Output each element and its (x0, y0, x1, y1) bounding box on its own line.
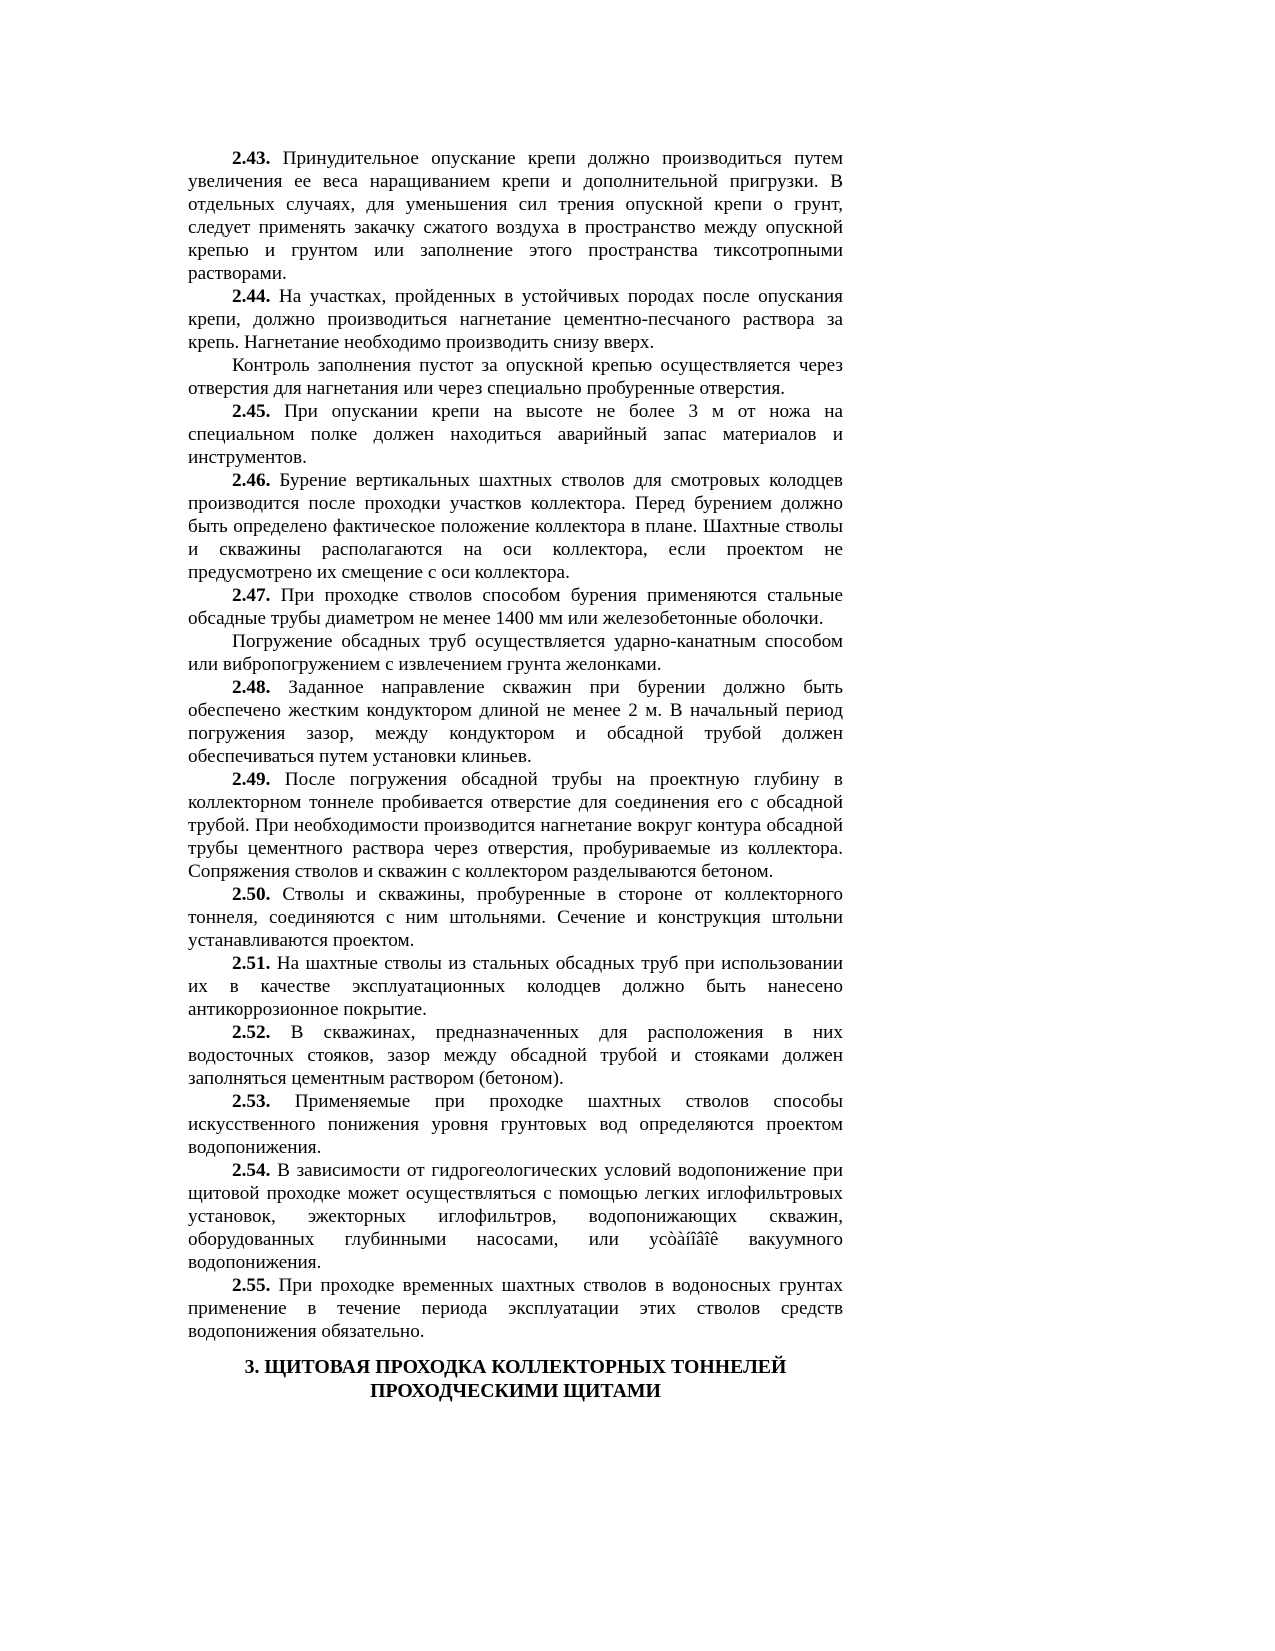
paragraph-text: После погружения обсадной трубы на проектную глубину в коллекторном тоннеле пробивается отверстие для соединения его с обсадной трубой. При необходимости производится нагнетание вокруг контура обсадной трубы цементного раствора через отверстия, пробуриваемые из коллектора. Сопряжения стволов и скважин с коллектором разделываются бетоном. (188, 769, 843, 882)
paragraph-text: Погружение обсадных труб осуществляется ударно-канатным способом или вибропогружением с извлечением грунта желонками. (188, 631, 843, 675)
paragraph-text: При опускании крепи на высоте не более 3 м от ножа на специальном полке должен находиться аварийный запас материалов и инструментов. (188, 401, 843, 468)
paragraph (188, 952, 843, 1021)
paragraph-number: 2.43. (232, 148, 271, 169)
paragraph-text: Принудительное опускание крепи должно производиться путем увеличения ее веса наращиванием крепи и дополнительной пригрузки. В отдельных случаях, для уменьшения сил трения опускной крепи о грунт, следует применять закачку сжатого воздуха в пространство между опускной крепью и грунтом или заполнение этого пространства тиксотропными растворами. (188, 148, 843, 284)
paragraph (188, 676, 843, 768)
paragraph-number: 2.53. (232, 1091, 271, 1112)
paragraph (188, 1090, 843, 1159)
paragraph (188, 469, 843, 584)
paragraph (188, 285, 843, 354)
paragraph (188, 1159, 843, 1274)
paragraph-text: При проходке временных шахтных стволов в водоносных грунтах применение в течение периода эксплуатации этих стволов средств водопонижения обязательно. (188, 1275, 843, 1342)
paragraph-number: 2.52. (232, 1022, 271, 1043)
paragraph (188, 584, 843, 630)
paragraph-text: В зависимости от гидрогеологических условий водопонижение при щитовой проходке может осуществляться с помощью легких иглофильтровых установок, эжекторных иглофильтров, водопонижающих скважин, оборудованных глубинными насосами, или усòàíîâîê вакуумного водопонижения. (188, 1160, 843, 1273)
paragraph-text: Заданное направление скважин при бурении должно быть обеспечено жестким кондуктором длиной не менее 2 м. В начальный период погружения зазор, между кондуктором и обсадной трубой должен обеспечиваться путем установки клиньев. (188, 677, 843, 767)
paragraph-number: 2.46. (232, 470, 271, 491)
document-page (188, 147, 843, 1403)
paragraph (188, 1021, 843, 1090)
paragraph-number: 2.49. (232, 769, 271, 790)
paragraph-number: 2.54. (232, 1160, 271, 1181)
section-heading-line-2: ПРОХОДЧЕСКИМИ ЩИТАМИ (370, 1380, 661, 1402)
paragraph-text: Бурение вертикальных шахтных стволов для смотровых колодцев производится после проходки участков коллектора. Перед бурением должно быть определено фактическое положение коллектора в плане. Шахтные стволы и скважины располагаются на оси коллектора, если проектом не предусмотрено их смещение с оси коллектора. (188, 470, 843, 583)
paragraph-number: 2.50. (232, 884, 271, 905)
paragraph-text: Применяемые при проходке шахтных стволов способы искусственного понижения уровня грунтовых вод определяются проектом водопонижения. (188, 1091, 843, 1158)
paragraph (188, 354, 843, 400)
paragraph-text: В скважинах, предназначенных для расположения в них водосточных стояков, зазор между обсадной трубой и стояками должен заполняться цементным раствором (бетоном). (188, 1022, 843, 1089)
paragraph-text: Стволы и скважины, пробуренные в стороне от коллекторного тоннеля, соединяются с ним штольнями. Сечение и конструкция штольни устанавливаются проектом. (188, 884, 843, 951)
paragraph-number: 2.47. (232, 585, 271, 606)
paragraph (188, 768, 843, 883)
section-heading-line-1: 3. ЩИТОВАЯ ПРОХОДКА КОЛЛЕКТОРНЫХ ТОННЕЛЕЙ (244, 1356, 787, 1378)
section-heading (188, 1355, 843, 1403)
paragraph-text: На шахтные стволы из стальных обсадных труб при использовании их в качестве эксплуатационных колодцев должно быть нанесено антикоррозионное покрытие. (188, 953, 843, 1020)
paragraph (188, 400, 843, 469)
paragraph (188, 883, 843, 952)
paragraph-number: 2.45. (232, 401, 271, 422)
paragraph-text: Контроль заполнения пустот за опускной крепью осуществляется через отверстия для нагнетания или через специально пробуренные отверстия. (188, 355, 843, 399)
paragraph-text: При проходке стволов способом бурения применяются стальные обсадные трубы диаметром не менее 1400 мм или железобетонные оболочки. (188, 585, 843, 629)
paragraph-text: На участках, пройденных в устойчивых породах после опускания крепи, должно производиться нагнетание цементно-песчаного раствора за крепь. Нагнетание необходимо производить снизу вверх. (188, 286, 843, 353)
paragraph (188, 147, 843, 285)
paragraph-number: 2.55. (232, 1275, 271, 1296)
paragraph-list (188, 147, 843, 1343)
paragraph-number: 2.44. (232, 286, 271, 307)
paragraph (188, 630, 843, 676)
paragraph (188, 1274, 843, 1343)
paragraph-number: 2.48. (232, 677, 271, 698)
paragraph-number: 2.51. (232, 953, 271, 974)
